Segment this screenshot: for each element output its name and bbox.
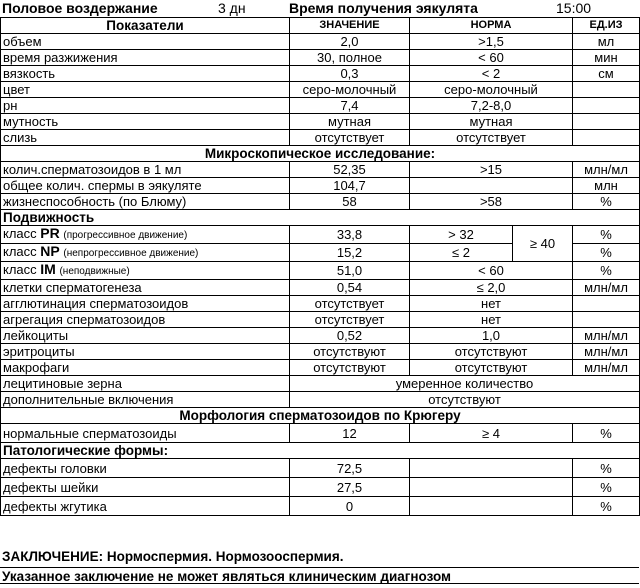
row-norm: отсутствуют bbox=[410, 360, 573, 376]
row-norm bbox=[410, 497, 573, 516]
report-header bbox=[0, 0, 640, 17]
row-value: 30, полное bbox=[290, 50, 410, 66]
row-value: отсутствуют bbox=[290, 344, 410, 360]
class-code: IM bbox=[40, 261, 56, 277]
row-unit bbox=[573, 130, 640, 146]
row-value: 72,5 bbox=[290, 459, 410, 478]
row-norm: >1,5 bbox=[410, 34, 573, 50]
class-code: PR bbox=[40, 225, 60, 241]
row-value: отсутствуют bbox=[290, 360, 410, 376]
row-name: рн bbox=[1, 98, 290, 114]
microscopy-title-row bbox=[1, 146, 640, 162]
motility-class-name bbox=[1, 244, 290, 262]
col-header-indicator: Показатели bbox=[1, 18, 290, 34]
row-value: 27,5 bbox=[290, 478, 410, 497]
row-unit: мин bbox=[573, 50, 640, 66]
table-row bbox=[1, 194, 640, 210]
row-unit: % bbox=[573, 194, 640, 210]
class-description: (прогрессивное движение) bbox=[63, 230, 188, 241]
microscopy-title: Микроскопическое исследование: bbox=[1, 146, 640, 162]
row-norm: ≤ 2 bbox=[410, 244, 513, 262]
table-row bbox=[1, 114, 640, 130]
row-name: эритроциты bbox=[1, 344, 290, 360]
table-row bbox=[1, 376, 640, 392]
physical-section bbox=[1, 34, 640, 146]
row-norm: нет bbox=[410, 312, 573, 328]
table-row bbox=[1, 424, 640, 443]
row-value: 58 bbox=[290, 194, 410, 210]
row-name: дефекты шейки bbox=[1, 478, 290, 497]
row-value: 0,52 bbox=[290, 328, 410, 344]
row-norm: >58 bbox=[410, 194, 573, 210]
row-norm: ≥ 4 bbox=[410, 424, 573, 443]
class-word: класс bbox=[3, 262, 37, 277]
motility-class-name bbox=[1, 262, 290, 280]
row-value: 0,54 bbox=[290, 280, 410, 296]
row-norm: < 60 bbox=[410, 50, 573, 66]
row-norm bbox=[410, 478, 573, 497]
row-name: мутность bbox=[1, 114, 290, 130]
row-value: отсутствует bbox=[290, 312, 410, 328]
row-unit: % bbox=[573, 497, 640, 516]
conclusion: ЗАКЛЮЧЕНИЕ: Нормоспермия. Нормозооспермия. bbox=[2, 549, 344, 564]
row-norm: нет bbox=[410, 296, 573, 312]
other-section bbox=[1, 280, 640, 376]
row-unit bbox=[573, 312, 640, 328]
abstinence-label: Половое воздержание bbox=[2, 0, 158, 16]
class-description: (неподвижные) bbox=[59, 266, 130, 277]
row-norm: 7,2-8,0 bbox=[410, 98, 573, 114]
class-description: (непрогрессивное движение) bbox=[63, 248, 199, 259]
defects-section bbox=[1, 459, 640, 516]
class-code: NP bbox=[40, 243, 60, 259]
row-norm bbox=[410, 459, 573, 478]
row-unit bbox=[573, 296, 640, 312]
class-word: класс bbox=[3, 244, 37, 259]
morphology-title-row bbox=[1, 408, 640, 424]
row-unit: см bbox=[573, 66, 640, 82]
row-name: агглютинация сперматозоидов bbox=[1, 296, 290, 312]
table-row bbox=[1, 178, 640, 194]
row-merged-value: отсутствуют bbox=[290, 392, 640, 408]
row-norm: серо-молочный bbox=[410, 82, 573, 98]
col-header-value: ЗНАЧЕНИЕ bbox=[290, 18, 410, 34]
row-name: время разжижения bbox=[1, 50, 290, 66]
table-row bbox=[1, 226, 640, 244]
row-unit bbox=[573, 82, 640, 98]
row-value: мутная bbox=[290, 114, 410, 130]
row-unit: млн/мл bbox=[573, 280, 640, 296]
row-name: клетки сперматогенеза bbox=[1, 280, 290, 296]
row-unit: % bbox=[573, 424, 640, 443]
row-value: отсутствует bbox=[290, 296, 410, 312]
row-norm bbox=[410, 178, 573, 194]
row-unit: % bbox=[573, 459, 640, 478]
collection-time-value: 15:00 bbox=[556, 0, 592, 16]
row-unit: млн/мл bbox=[573, 360, 640, 376]
row-name: лейкоциты bbox=[1, 328, 290, 344]
table-row bbox=[1, 50, 640, 66]
col-header-norm: НОРМА bbox=[410, 18, 573, 34]
row-value: 15,2 bbox=[290, 244, 410, 262]
row-unit bbox=[573, 114, 640, 130]
motility-title: Подвижность bbox=[1, 210, 640, 226]
row-name: нормальные сперматозоиды bbox=[1, 424, 290, 443]
row-value: 0,3 bbox=[290, 66, 410, 82]
morphology-title: Морфология сперматозоидов по Крюгеру bbox=[1, 408, 640, 424]
table-row bbox=[1, 360, 640, 376]
table-row bbox=[1, 262, 640, 280]
row-name: лецитиновые зерна bbox=[1, 376, 290, 392]
table-row bbox=[1, 497, 640, 516]
row-name: вязкость bbox=[1, 66, 290, 82]
row-value: 12 bbox=[290, 424, 410, 443]
row-norm: 1,0 bbox=[410, 328, 573, 344]
row-name: дополнительные включения bbox=[1, 392, 290, 408]
table-row bbox=[1, 162, 640, 178]
motility-combined-norm: ≥ 40 bbox=[513, 226, 573, 262]
row-value: 51,0 bbox=[290, 262, 410, 280]
table-row bbox=[1, 328, 640, 344]
results-table bbox=[0, 17, 640, 516]
row-unit: млн/мл bbox=[573, 344, 640, 360]
abstinence-value: 3 дн bbox=[218, 0, 246, 16]
row-name: дефекты головки bbox=[1, 459, 290, 478]
disclaimer: Указанное заключение не может являться клиническим диагнозом bbox=[0, 567, 639, 584]
row-unit: % bbox=[573, 262, 640, 280]
row-name: слизь bbox=[1, 130, 290, 146]
row-value: 7,4 bbox=[290, 98, 410, 114]
table-row bbox=[1, 478, 640, 497]
table-row bbox=[1, 98, 640, 114]
row-norm: < 60 bbox=[410, 262, 573, 280]
motility-section bbox=[1, 226, 640, 280]
table-header-row bbox=[1, 18, 640, 34]
table-row bbox=[1, 34, 640, 50]
table-row bbox=[1, 296, 640, 312]
table-row bbox=[1, 312, 640, 328]
row-value: 33,8 bbox=[290, 226, 410, 244]
row-value: серо-молочный bbox=[290, 82, 410, 98]
row-unit: млн/мл bbox=[573, 162, 640, 178]
collection-time-label: Время получения эякулята bbox=[289, 0, 478, 16]
microscopy-section bbox=[1, 162, 640, 210]
table-row bbox=[1, 280, 640, 296]
row-name: макрофаги bbox=[1, 360, 290, 376]
row-name: общее колич. спермы в эякуляте bbox=[1, 178, 290, 194]
row-merged-value: умеренное количество bbox=[290, 376, 640, 392]
row-unit: млн/мл bbox=[573, 328, 640, 344]
row-norm: мутная bbox=[410, 114, 573, 130]
row-value: 104,7 bbox=[290, 178, 410, 194]
row-unit: % bbox=[573, 226, 640, 244]
row-value: 52,35 bbox=[290, 162, 410, 178]
row-unit: % bbox=[573, 478, 640, 497]
table-row bbox=[1, 392, 640, 408]
pathology-title-row bbox=[1, 443, 640, 459]
row-norm: ≤ 2,0 bbox=[410, 280, 573, 296]
row-name: дефекты жгутика bbox=[1, 497, 290, 516]
motility-title-row bbox=[1, 210, 640, 226]
row-value: 0 bbox=[290, 497, 410, 516]
row-norm: отсутствуют bbox=[410, 344, 573, 360]
table-row bbox=[1, 82, 640, 98]
row-name: цвет bbox=[1, 82, 290, 98]
row-norm: >15 bbox=[410, 162, 573, 178]
row-unit: млн bbox=[573, 178, 640, 194]
row-norm: < 2 bbox=[410, 66, 573, 82]
row-unit bbox=[573, 98, 640, 114]
row-value: 2,0 bbox=[290, 34, 410, 50]
table-row bbox=[1, 459, 640, 478]
row-name: жизнеспособность (по Блюму) bbox=[1, 194, 290, 210]
row-name: колич.сперматозоидов в 1 мл bbox=[1, 162, 290, 178]
row-norm: > 32 bbox=[410, 226, 513, 244]
pathology-title: Патологические формы: bbox=[1, 443, 640, 459]
table-row bbox=[1, 344, 640, 360]
row-norm: отсутствует bbox=[410, 130, 573, 146]
row-name: агрегация сперматозоидов bbox=[1, 312, 290, 328]
row-unit: мл bbox=[573, 34, 640, 50]
row-name: объем bbox=[1, 34, 290, 50]
motility-class-name bbox=[1, 226, 290, 244]
merged-section bbox=[1, 376, 640, 408]
class-word: класс bbox=[3, 226, 37, 241]
row-value: отсутствует bbox=[290, 130, 410, 146]
row-unit: % bbox=[573, 244, 640, 262]
table-row bbox=[1, 130, 640, 146]
table-row bbox=[1, 66, 640, 82]
col-header-unit: ЕД.ИЗ bbox=[573, 18, 640, 34]
